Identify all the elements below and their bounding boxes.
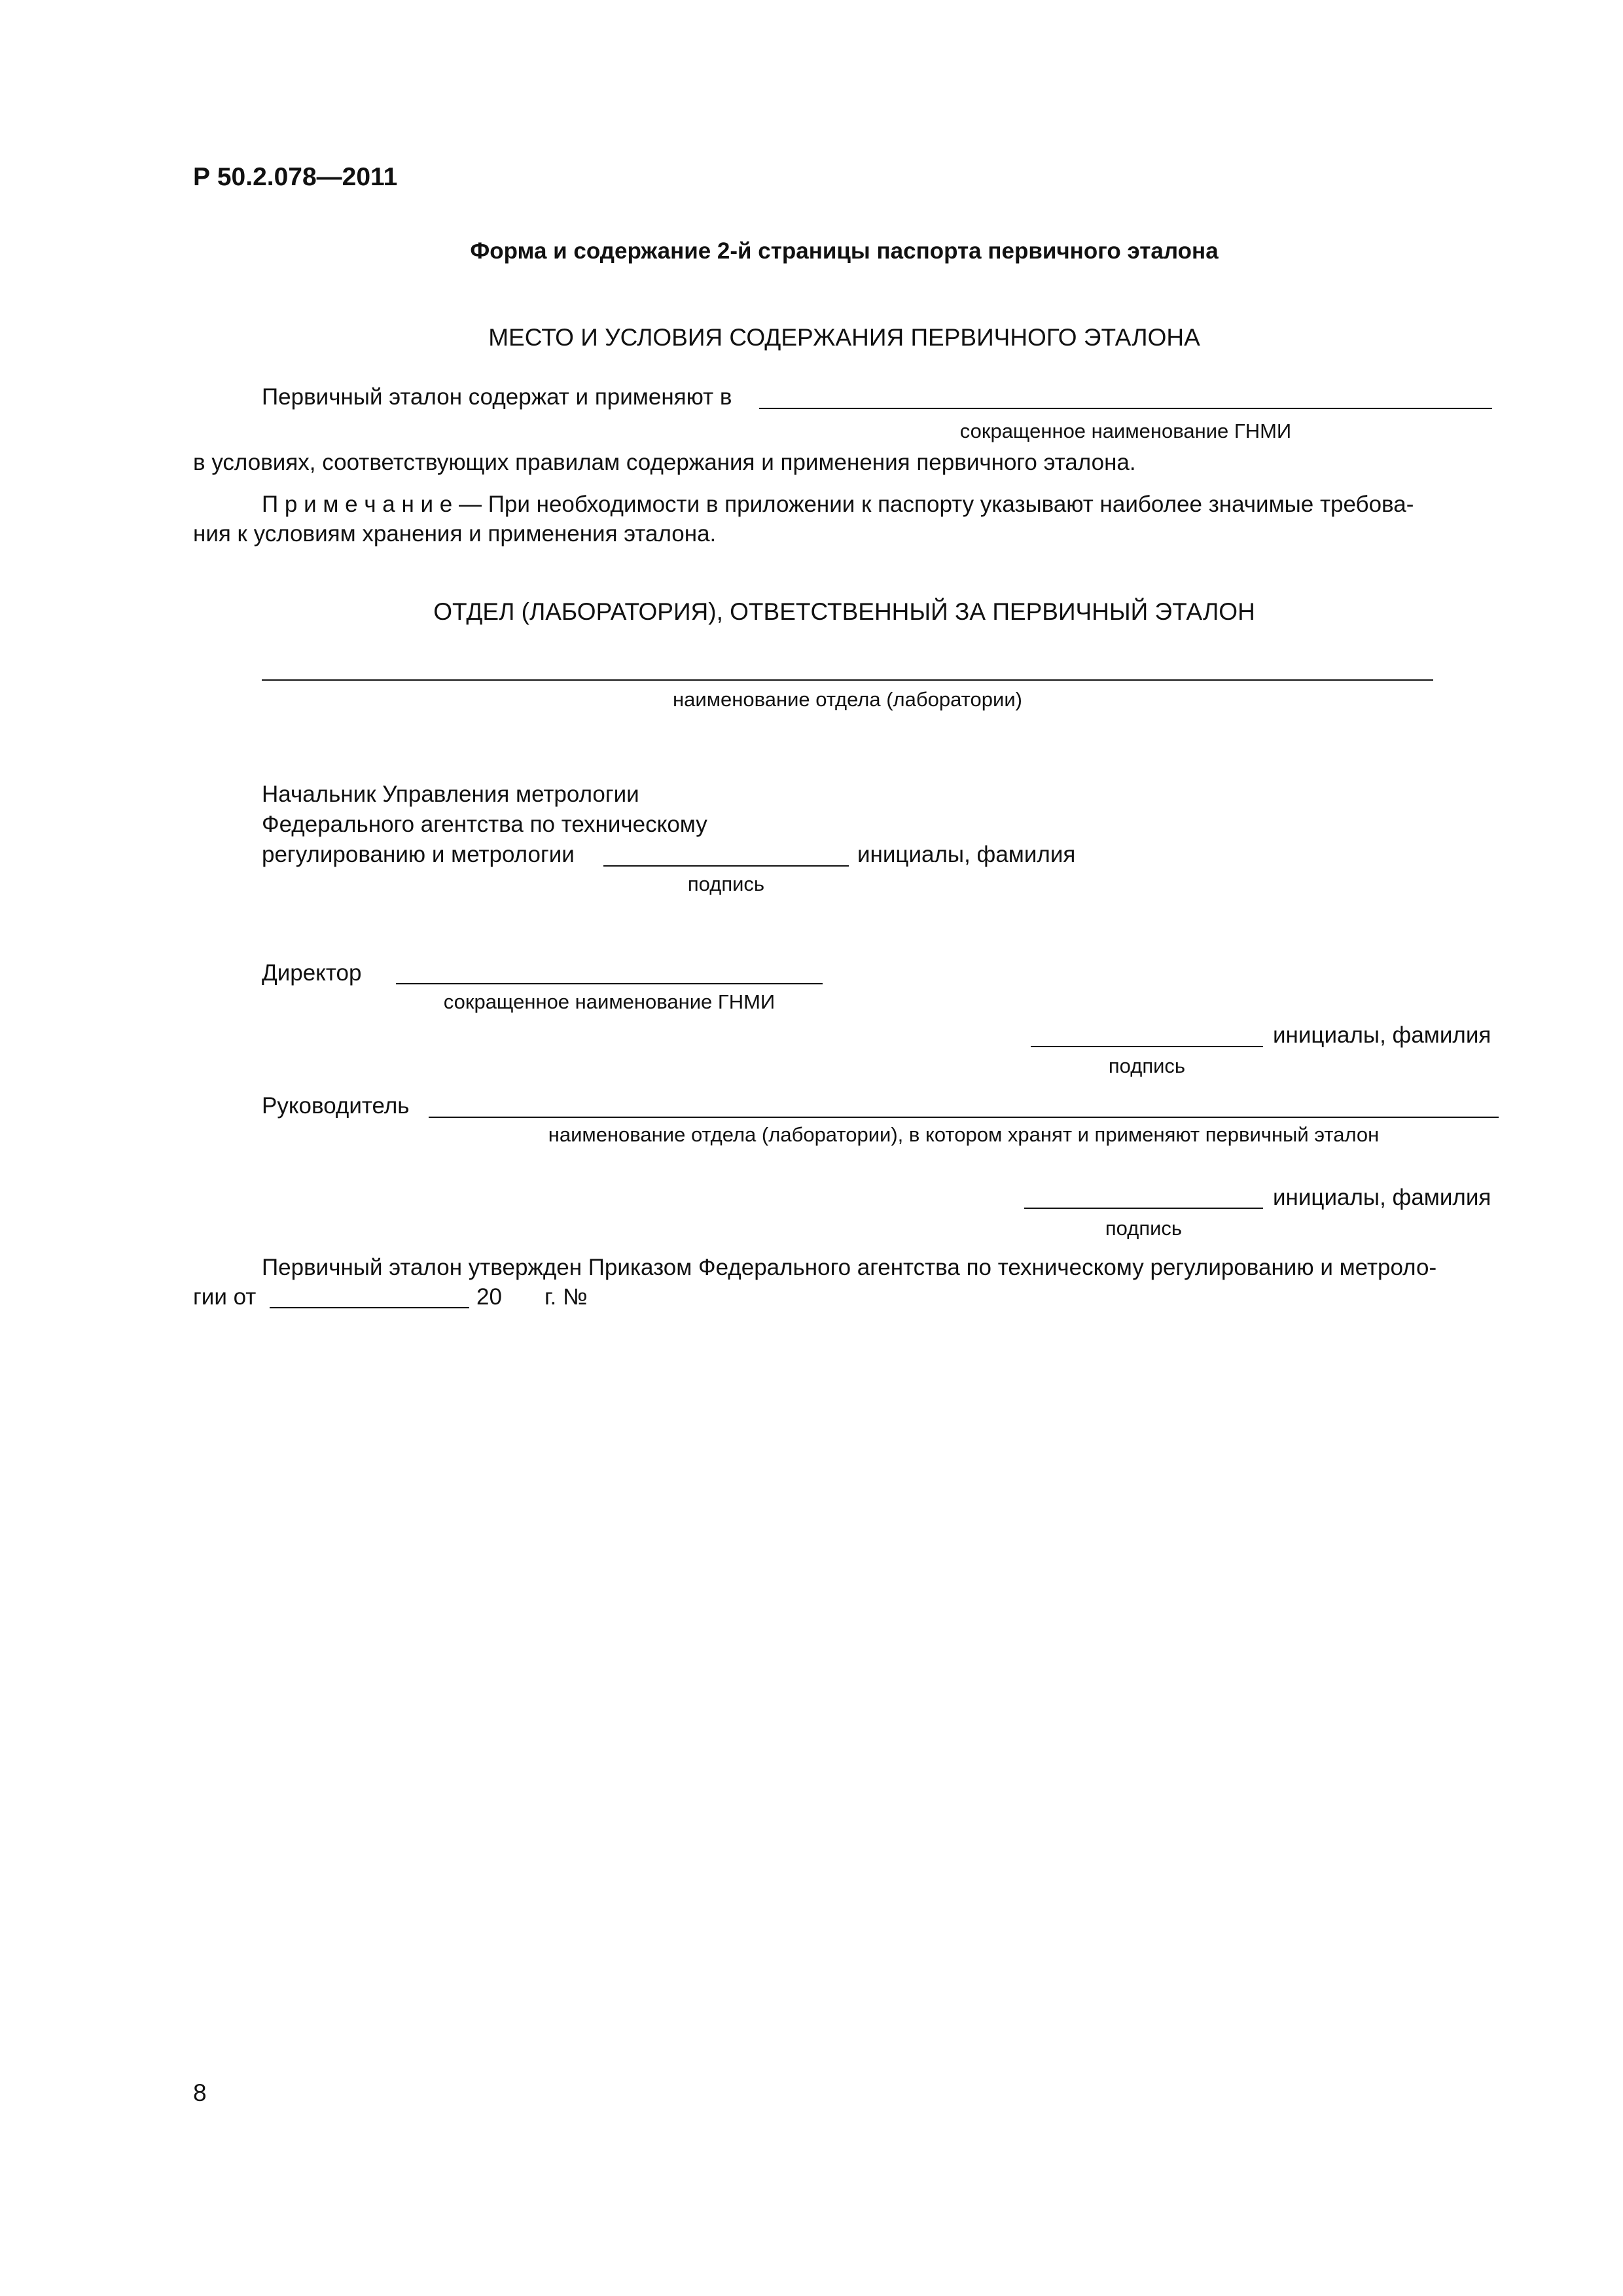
approval-number-label: г. № <box>544 1284 588 1310</box>
manager-department-field[interactable] <box>429 1117 1499 1118</box>
director-gnmi-caption: сокращенное наименование ГНМИ <box>443 990 776 1013</box>
head-title-line-1: Начальник Управления метрологии <box>262 781 639 807</box>
department-name-field[interactable] <box>262 679 1433 681</box>
page-number: 8 <box>193 2079 207 2106</box>
manager-label: Руководитель <box>262 1093 410 1119</box>
director-signature-field[interactable] <box>1031 1046 1263 1047</box>
note-line-2: ния к условиям хранения и применения эталона. <box>193 521 717 547</box>
section-heading-location: МЕСТО И УСЛОВИЯ СОДЕРЖАНИЯ ПЕРВИЧНОГО ЭТАЛОНА <box>488 324 1200 351</box>
approval-line-1: Первичный эталон утвержден Приказом Федерального агентства по техническому регулированию и метроло- <box>262 1255 1437 1280</box>
director-label: Директор <box>262 960 362 986</box>
manager-name: инициалы, фамилия <box>1273 1185 1491 1210</box>
approval-date-field[interactable] <box>270 1307 469 1308</box>
section-heading-department: ОТДЕЛ (ЛАБОРАТОРИЯ), ОТВЕТСТВЕННЫЙ ЗА ПЕРВИЧНЫЙ ЭТАЛОН <box>433 598 1255 625</box>
head-signature-caption: подпись <box>687 872 765 895</box>
approval-year: 20 <box>476 1284 502 1310</box>
note-text-1: — При необходимости в приложении к паспорту указывают наиболее значимые требова- <box>452 492 1414 517</box>
approval-date-prefix: гии от <box>193 1284 257 1310</box>
director-signature-caption: подпись <box>1108 1054 1186 1077</box>
gnmi-name-caption: сокращенное наименование ГНМИ <box>959 420 1292 442</box>
note-line-1 <box>262 490 1414 519</box>
head-title-line-2: Федерального агентства по техническому <box>262 812 707 837</box>
manager-department-caption: наименование отдела (лаборатории), в котором хранят и применяют первичный эталон <box>548 1123 1380 1146</box>
manager-signature-field[interactable] <box>1024 1208 1263 1209</box>
location-label: Первичный эталон содержат и применяют в <box>262 384 732 410</box>
head-name: инициалы, фамилия <box>857 842 1076 867</box>
form-title: Форма и содержание 2-й страницы паспорта первичного эталона <box>470 238 1219 264</box>
head-title-line-3: регулированию и метрологии <box>262 842 575 867</box>
director-name: инициалы, фамилия <box>1273 1022 1491 1048</box>
manager-signature-caption: подпись <box>1105 1217 1183 1240</box>
department-name-caption: наименование отдела (лаборатории) <box>673 688 1022 711</box>
gnmi-name-field[interactable] <box>759 408 1492 409</box>
director-gnmi-field[interactable] <box>396 983 823 984</box>
document-number: Р 50.2.078—2011 <box>193 163 398 191</box>
conditions-text: в условиях, соответствующих правилам содержания и применения первичного эталона. <box>193 450 1136 475</box>
note-label: П р и м е ч а н и е <box>262 492 453 517</box>
head-signature-field[interactable] <box>603 865 849 867</box>
